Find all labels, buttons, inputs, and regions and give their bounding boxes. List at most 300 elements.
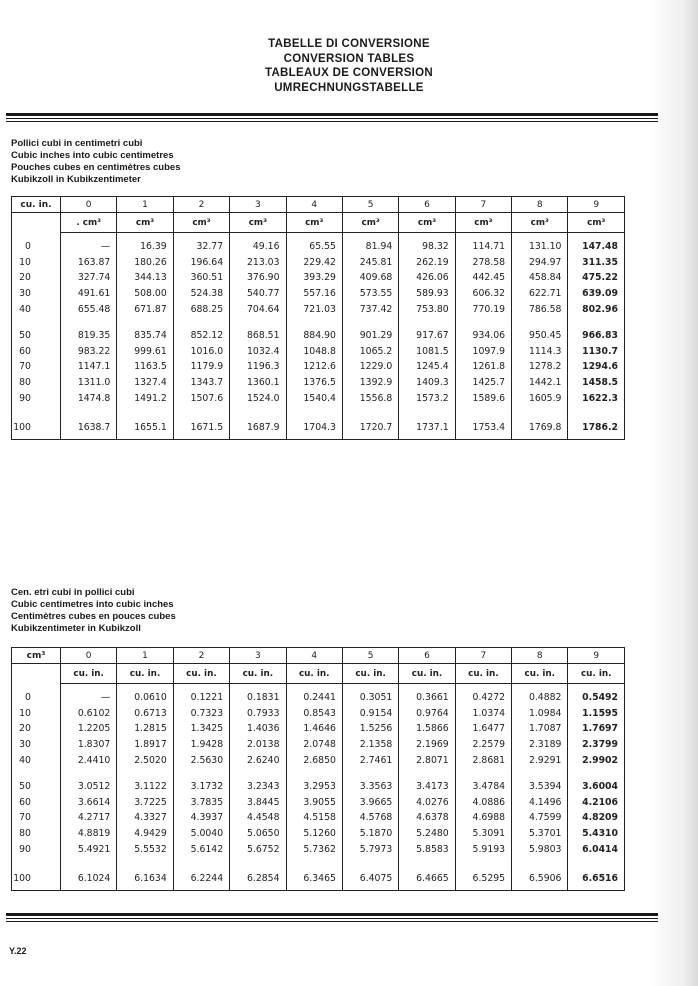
column-header: 6 <box>399 648 455 664</box>
table-cell: 2.2579 <box>455 737 511 753</box>
table-cell: 426.06 <box>399 270 455 286</box>
table-cell: 983.22 <box>60 344 116 360</box>
table-cell: 245.81 <box>342 255 398 271</box>
footer-rule-thin <box>6 918 658 919</box>
table-cell: 4.0276 <box>399 795 455 811</box>
table-cell: 3.1122 <box>117 779 173 795</box>
table-cell: 901.29 <box>342 328 398 344</box>
table-cell: 1016.0 <box>173 344 229 360</box>
table-cell: 2.3799 <box>568 737 625 753</box>
table-cell: 1114.3 <box>512 344 568 360</box>
row-label: 0 <box>12 233 61 255</box>
column-header: 4 <box>286 648 342 664</box>
table-cell: 1687.9 <box>230 417 286 440</box>
table-row <box>12 233 625 255</box>
table-cell: 1163.5 <box>117 359 173 375</box>
row-group-gap <box>12 857 625 868</box>
column-header: 6 <box>399 197 455 213</box>
table-cell: 0.7323 <box>173 706 229 722</box>
table-cell: 1.1595 <box>568 706 625 722</box>
row-label: 60 <box>12 795 61 811</box>
table-cell: 999.61 <box>117 344 173 360</box>
unit-label: cm³ <box>173 213 229 233</box>
table-cell: 6.0414 <box>568 841 625 857</box>
table2-caption-de: Kubikzentimeter in Kubikzoll <box>11 623 141 634</box>
table-cell: 475.22 <box>568 270 625 286</box>
table-cell: 0.4882 <box>512 684 568 706</box>
row-label: 30 <box>12 286 61 302</box>
table1-caption-en: Cubic inches into cubic centimetres <box>11 150 174 161</box>
table-cell: 704.64 <box>230 301 286 317</box>
table-row <box>12 255 625 271</box>
gap-cell <box>399 317 455 328</box>
table-cell: 1343.7 <box>173 375 229 391</box>
table-cell: 852.12 <box>173 328 229 344</box>
table-cell: 917.67 <box>399 328 455 344</box>
table-cell: 1.4646 <box>286 721 342 737</box>
table-cell: 6.3465 <box>286 868 342 891</box>
gap-cell <box>117 768 173 779</box>
table-cell: 3.6004 <box>568 779 625 795</box>
unit-label: . cm³ <box>60 213 116 233</box>
table-cell: 491.61 <box>60 286 116 302</box>
unit-label: cu. in. <box>286 664 342 684</box>
table-cell: 770.19 <box>455 301 511 317</box>
row-label: 10 <box>12 706 61 722</box>
gap-cell <box>230 857 286 868</box>
table-cell: 4.6378 <box>399 810 455 826</box>
table-cell: 180.26 <box>117 255 173 271</box>
gap-cell <box>568 857 625 868</box>
gap-cell <box>568 768 625 779</box>
table-cell: 6.4665 <box>399 868 455 891</box>
gap-cell <box>286 406 342 417</box>
table-row <box>12 810 625 826</box>
table-cell: 1196.3 <box>230 359 286 375</box>
column-header: 0 <box>60 648 116 664</box>
table-cell: 1081.5 <box>399 344 455 360</box>
table-cell: 1.3425 <box>173 721 229 737</box>
gap-cell <box>399 857 455 868</box>
gap-cell <box>173 406 229 417</box>
table2-caption-it: Cen. etri cubi in pollici cubi <box>11 587 135 598</box>
table-cell: 16.39 <box>117 233 173 255</box>
table-cell: 1474.8 <box>60 390 116 406</box>
row-label: 70 <box>12 359 61 375</box>
table-cell: 1229.0 <box>342 359 398 375</box>
table-cell: 3.9665 <box>342 795 398 811</box>
table-cell: 0.3051 <box>342 684 398 706</box>
table-cell: 966.83 <box>568 328 625 344</box>
gap-cell <box>60 317 116 328</box>
table-cell: 1097.9 <box>455 344 511 360</box>
table-cell: 147.48 <box>568 233 625 255</box>
gap-cell <box>12 317 61 328</box>
gap-cell <box>512 406 568 417</box>
table-cell: 1.2815 <box>117 721 173 737</box>
column-header: 0 <box>60 197 116 213</box>
table-cell: 3.8445 <box>230 795 286 811</box>
gap-cell <box>117 857 173 868</box>
table-cell: 2.6850 <box>286 752 342 768</box>
table-cell: 1.8307 <box>60 737 116 753</box>
table-cell: 1.7087 <box>512 721 568 737</box>
table-cell: 1327.4 <box>117 375 173 391</box>
table-cell: 311.35 <box>568 255 625 271</box>
row-label: 70 <box>12 810 61 826</box>
table-cell: 2.4410 <box>60 752 116 768</box>
gap-cell <box>512 768 568 779</box>
table-cell: 2.8681 <box>455 752 511 768</box>
column-header: 9 <box>568 648 625 664</box>
table-cell: 4.6988 <box>455 810 511 826</box>
table-cell: 5.4921 <box>60 841 116 857</box>
table-cell: 4.3327 <box>117 810 173 826</box>
gap-cell <box>455 768 511 779</box>
table-cell: 2.9902 <box>568 752 625 768</box>
unit-label: cu. in. <box>230 664 286 684</box>
gap-cell <box>512 857 568 868</box>
header-title-en: CONVERSION TABLES <box>283 52 415 65</box>
column-header: 1 <box>117 648 173 664</box>
row-label: 80 <box>12 826 61 842</box>
gap-cell <box>286 857 342 868</box>
table-cell: 1311.0 <box>60 375 116 391</box>
row-label: 40 <box>12 301 61 317</box>
row-label: 0 <box>12 684 61 706</box>
gap-cell <box>399 406 455 417</box>
table-cell: 1.0374 <box>455 706 511 722</box>
column-header: 1 <box>117 197 173 213</box>
table-cell: 1556.8 <box>342 390 398 406</box>
table-cell: 5.9803 <box>512 841 568 857</box>
table-row <box>12 270 625 286</box>
table-cell: 409.68 <box>342 270 398 286</box>
table-cell: 589.93 <box>399 286 455 302</box>
row-label: 20 <box>12 721 61 737</box>
table-cell: 688.25 <box>173 301 229 317</box>
table-cell: 0.1831 <box>230 684 286 706</box>
table-cell: 5.1870 <box>342 826 398 842</box>
table-cell: 3.7835 <box>173 795 229 811</box>
gap-cell <box>286 768 342 779</box>
table-cell: 884.90 <box>286 328 342 344</box>
table-cell: 1261.8 <box>455 359 511 375</box>
table-cell: 2.5020 <box>117 752 173 768</box>
table-cell: 1392.9 <box>342 375 398 391</box>
table-cell: 671.87 <box>117 301 173 317</box>
units-spacer <box>12 664 61 684</box>
unit-label: cm³ <box>512 213 568 233</box>
unit-label: cm³ <box>117 213 173 233</box>
gap-cell <box>117 317 173 328</box>
table-row <box>12 721 625 737</box>
table-cell: 1720.7 <box>342 417 398 440</box>
unit-label: cu. in. <box>568 664 625 684</box>
table-cell: 1409.3 <box>399 375 455 391</box>
table-row <box>12 752 625 768</box>
table-cell: 4.8819 <box>60 826 116 842</box>
table-cell: 1147.1 <box>60 359 116 375</box>
table-cell: 6.6516 <box>568 868 625 891</box>
table-cell: 639.09 <box>568 286 625 302</box>
table-cell: 376.90 <box>230 270 286 286</box>
table-cell: 4.3937 <box>173 810 229 826</box>
table-cell: 327.74 <box>60 270 116 286</box>
table-cell: 524.38 <box>173 286 229 302</box>
gap-cell <box>286 317 342 328</box>
gap-cell <box>173 317 229 328</box>
table-cell: 3.4173 <box>399 779 455 795</box>
table-cell: 6.5295 <box>455 868 511 891</box>
table-cell: 1065.2 <box>342 344 398 360</box>
table-cell: 213.03 <box>230 255 286 271</box>
table-cell: 2.5630 <box>173 752 229 768</box>
gap-cell <box>230 768 286 779</box>
gap-cell <box>342 768 398 779</box>
unit-label: cu. in. <box>455 664 511 684</box>
table-row <box>12 779 625 795</box>
table-cell: 1442.1 <box>512 375 568 391</box>
footer-rule-thin-2 <box>6 921 658 922</box>
table-cell: 2.8071 <box>399 752 455 768</box>
table-cell: 0.2441 <box>286 684 342 706</box>
row-label: 90 <box>12 390 61 406</box>
table-cell: 1507.6 <box>173 390 229 406</box>
table-row <box>12 868 625 891</box>
table-cell: 1671.5 <box>173 417 229 440</box>
table-cell: 1130.7 <box>568 344 625 360</box>
cm3-to-cubic-inches-table <box>11 647 625 891</box>
header-title-de: UMRECHNUNGSTABELLE <box>274 81 424 94</box>
table-cell: 0.6713 <box>117 706 173 722</box>
table-cell: 1704.3 <box>286 417 342 440</box>
column-header: 7 <box>455 648 511 664</box>
table-cell: 0.1221 <box>173 684 229 706</box>
table-cell: 1458.5 <box>568 375 625 391</box>
table-cell: 1638.7 <box>60 417 116 440</box>
table-units-row <box>12 664 625 684</box>
table-cell: 3.5394 <box>512 779 568 795</box>
table-cell: 2.6240 <box>230 752 286 768</box>
table-cell: 6.1024 <box>60 868 116 891</box>
column-header: 4 <box>286 197 342 213</box>
table-cell: 344.13 <box>117 270 173 286</box>
table-cell: 131.10 <box>512 233 568 255</box>
scan-edge-shadow <box>650 0 698 986</box>
table-cell: 1.2205 <box>60 721 116 737</box>
gap-cell <box>512 317 568 328</box>
table-cell: 557.16 <box>286 286 342 302</box>
footer-rule-thick <box>6 913 658 916</box>
unit-label: cm³ <box>286 213 342 233</box>
table-cell: 6.5906 <box>512 868 568 891</box>
column-header: 9 <box>568 197 625 213</box>
table-cell: 1786.2 <box>568 417 625 440</box>
gap-cell <box>60 857 116 868</box>
gap-cell <box>173 857 229 868</box>
gap-cell <box>173 768 229 779</box>
table-cell: 1376.5 <box>286 375 342 391</box>
table-cell: 1048.8 <box>286 344 342 360</box>
table-cell: 606.32 <box>455 286 511 302</box>
table-row <box>12 841 625 857</box>
gap-cell <box>399 768 455 779</box>
table-cell: 114.71 <box>455 233 511 255</box>
unit-label: cu. in. <box>60 664 116 684</box>
gap-cell <box>230 406 286 417</box>
table-row <box>12 795 625 811</box>
unit-label: cm³ <box>399 213 455 233</box>
table-cell: 6.2854 <box>230 868 286 891</box>
unit-label: cu. in. <box>512 664 568 684</box>
table-cell: 3.1732 <box>173 779 229 795</box>
row-label: 100 <box>12 417 61 440</box>
table2-caption-en: Cubic centimetres into cubic inches <box>11 599 174 610</box>
row-group-gap <box>12 317 625 328</box>
table-cell: 1.9428 <box>173 737 229 753</box>
table-cell: 1737.1 <box>399 417 455 440</box>
table-cell: 0.4272 <box>455 684 511 706</box>
column-header: 7 <box>455 197 511 213</box>
table-cell: 1.5866 <box>399 721 455 737</box>
table-cell: 3.7225 <box>117 795 173 811</box>
table-cell: 4.5768 <box>342 810 398 826</box>
table-cell: 1.5256 <box>342 721 398 737</box>
table-cell: 6.1634 <box>117 868 173 891</box>
gap-cell <box>342 406 398 417</box>
table-cell: 5.6142 <box>173 841 229 857</box>
table-row <box>12 706 625 722</box>
table-header-row <box>12 648 625 664</box>
table-cell: 5.7362 <box>286 841 342 857</box>
table-corner-label: cm³ <box>12 648 61 664</box>
gap-cell <box>60 768 116 779</box>
table2-caption-fr: Centimètres cubes en pouces cubes <box>11 611 176 622</box>
row-label: 20 <box>12 270 61 286</box>
table-cell: 4.2106 <box>568 795 625 811</box>
table-row <box>12 390 625 406</box>
gap-cell <box>342 317 398 328</box>
header-rule-thin-2 <box>6 121 658 122</box>
table-cell: 753.80 <box>399 301 455 317</box>
table-cell: 5.4310 <box>568 826 625 842</box>
table-row <box>12 344 625 360</box>
gap-cell <box>568 406 625 417</box>
table-cell: 0.9764 <box>399 706 455 722</box>
table-cell: 1425.7 <box>455 375 511 391</box>
table-cell: 3.4784 <box>455 779 511 795</box>
gap-cell <box>342 857 398 868</box>
table-cell: 1179.9 <box>173 359 229 375</box>
table-cell: 1769.8 <box>512 417 568 440</box>
table-cell: 442.45 <box>455 270 511 286</box>
unit-label: cm³ <box>342 213 398 233</box>
table1-caption-de: Kubikzoll in Kubikzentimeter <box>11 174 141 185</box>
table-cell: 4.2717 <box>60 810 116 826</box>
row-label: 30 <box>12 737 61 753</box>
unit-label: cu. in. <box>173 664 229 684</box>
header-title-it: TABELLE DI CONVERSIONE <box>268 38 430 50</box>
table-cell: 3.9055 <box>286 795 342 811</box>
table-cell: 0.3661 <box>399 684 455 706</box>
table-cell: — <box>60 233 116 255</box>
table-cell: 81.94 <box>342 233 398 255</box>
column-header: 8 <box>512 648 568 664</box>
table-cell: 4.9429 <box>117 826 173 842</box>
page-header <box>0 37 698 95</box>
table-cell: 5.6752 <box>230 841 286 857</box>
table-cell: 4.8209 <box>568 810 625 826</box>
table-cell: 2.0138 <box>230 737 286 753</box>
table-cell: 65.55 <box>286 233 342 255</box>
table-cell: 786.58 <box>512 301 568 317</box>
table-cell: 360.51 <box>173 270 229 286</box>
table-cell: 802.96 <box>568 301 625 317</box>
table-cell: 0.7933 <box>230 706 286 722</box>
table-cell: 1032.4 <box>230 344 286 360</box>
gap-cell <box>12 857 61 868</box>
table-cell: 6.4075 <box>342 868 398 891</box>
table-header-row <box>12 197 625 213</box>
table-cell: 5.5532 <box>117 841 173 857</box>
table-row <box>12 359 625 375</box>
table-cell: 1491.2 <box>117 390 173 406</box>
table-row <box>12 737 625 753</box>
table-corner-label: cu. in. <box>12 197 61 213</box>
table1-caption-it: Pollici cubi in centimetri cubi <box>11 138 143 149</box>
table1-caption-fr: Pouches cubes en centimètres cubes <box>11 162 181 173</box>
column-header: 5 <box>342 648 398 664</box>
row-label: 60 <box>12 344 61 360</box>
row-label: 50 <box>12 328 61 344</box>
table-cell: 508.00 <box>117 286 173 302</box>
gap-cell <box>230 317 286 328</box>
table-cell: 1605.9 <box>512 390 568 406</box>
table-row <box>12 375 625 391</box>
column-header: 2 <box>173 197 229 213</box>
page-number: Y.22 <box>9 946 27 956</box>
gap-cell <box>455 406 511 417</box>
unit-label: cu. in. <box>399 664 455 684</box>
table1-captions <box>11 138 180 186</box>
table-cell: 196.64 <box>173 255 229 271</box>
row-label: 40 <box>12 752 61 768</box>
table-cell: 1753.4 <box>455 417 511 440</box>
table-cell: 5.1260 <box>286 826 342 842</box>
table-cell: 2.3189 <box>512 737 568 753</box>
table-cell: 0.6102 <box>60 706 116 722</box>
row-label: 100 <box>12 868 61 891</box>
table-cell: 835.74 <box>117 328 173 344</box>
table-cell: 540.77 <box>230 286 286 302</box>
column-header: 2 <box>173 648 229 664</box>
table-cell: 5.3091 <box>455 826 511 842</box>
table-cell: 950.45 <box>512 328 568 344</box>
table-cell: 1.8917 <box>117 737 173 753</box>
table-cell: 5.2480 <box>399 826 455 842</box>
table-cell: 1.6477 <box>455 721 511 737</box>
table-cell: 737.42 <box>342 301 398 317</box>
table-cell: 1.4036 <box>230 721 286 737</box>
table-cell: 6.2244 <box>173 868 229 891</box>
header-rule-thin <box>6 118 658 119</box>
table-cell: 1.7697 <box>568 721 625 737</box>
table-cell: 1655.1 <box>117 417 173 440</box>
table2-captions <box>11 587 176 635</box>
table-cell: 3.2953 <box>286 779 342 795</box>
table-cell: 2.9291 <box>512 752 568 768</box>
